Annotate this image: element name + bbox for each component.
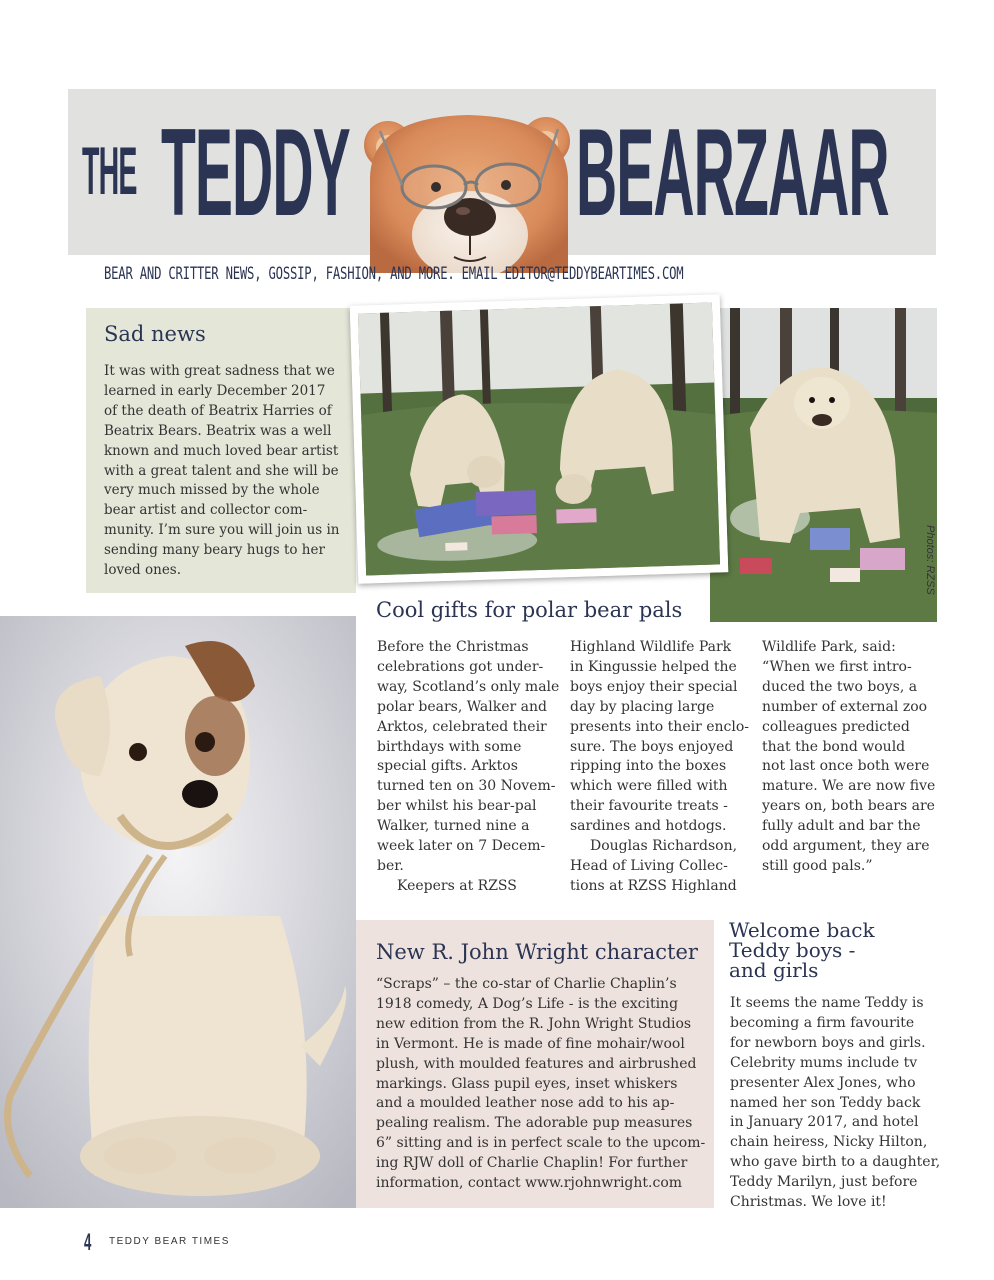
welcome-line: named her son Teddy back [730, 1094, 921, 1111]
sad-news-line: sending many beary hugs to her [104, 542, 325, 559]
polar-line: ripping into the boxes [570, 758, 727, 775]
polar-line: duced the two boys, a [762, 678, 918, 695]
polar-line: boys enjoy their special [570, 678, 738, 695]
sad-news-line: with a great talent and she will be [104, 462, 339, 479]
welcome-line: It seems the name Teddy is [730, 995, 924, 1011]
page-number: 4 [84, 1229, 92, 1256]
polar-line: colleagues predicted [762, 718, 910, 735]
rjw-line: pealing realism. The adorable pup measures [376, 1115, 693, 1132]
sad-news-title: Sad news [104, 322, 206, 346]
sad-news-line: Beatrix Bears. Beatrix was a well [104, 422, 332, 439]
welcome-line: becoming a firm favourite [730, 1014, 915, 1031]
polar-line: way, Scotland’s only male [377, 678, 560, 695]
rjw-article-body [376, 975, 706, 1194]
polar-line: Keepers at RZSS [397, 877, 517, 894]
masthead-teddy: TEDDY [161, 104, 350, 242]
sad-news-line: very much missed by the whole [104, 482, 320, 499]
rjw-line: ing RJW doll of Charlie Chaplin! For further [376, 1155, 688, 1172]
polar-line: day by placing large [570, 698, 715, 715]
polar-line: Before the Christmas [377, 639, 529, 655]
welcome-line: presenter Alex Jones, who [730, 1074, 916, 1091]
rjw-line: 6” sitting and is in perfect scale to the upcom- [376, 1135, 706, 1152]
polar-bear-photo-2 [710, 308, 937, 622]
rjw-line: “Scraps” – the co-star of Charlie Chaplin’s [376, 976, 677, 992]
rjw-line: and a moulded leather nose add to his ap- [376, 1095, 675, 1112]
welcome-line: Christmas. We love it! [730, 1194, 887, 1211]
polar-line: Arktos, celebrated their [377, 718, 547, 735]
photo-credit: Photos: RZSS [924, 525, 936, 595]
welcome-title-line: and girls [729, 958, 819, 982]
sad-news-box [86, 308, 356, 593]
sad-news-line: It was with great sadness that we [104, 363, 335, 379]
polar-line: celebrations got under- [377, 658, 544, 675]
polar-article-title: Cool gifts for polar bear pals [376, 598, 683, 622]
sad-news-line: learned in early December 2017 [104, 382, 326, 399]
polar-line: Douglas Richardson, [590, 838, 738, 855]
welcome-line: Celebrity mums include tv [730, 1054, 918, 1071]
polar-line: odd argument, they are [762, 838, 930, 855]
sad-news-line: of the death of Beatrix Harries of [104, 402, 332, 419]
rjw-line: 1918 comedy, A Dog’s Life - is the exciting [376, 995, 679, 1012]
polar-line: week later on 7 Decem- [377, 838, 546, 855]
polar-line: Highland Wildlife Park [570, 639, 732, 655]
rjw-line: new edition from the R. John Wright Studios [376, 1015, 692, 1032]
polar-article-column-1 [377, 638, 560, 897]
polar-line: that the bond would [762, 738, 906, 755]
footer-publication-title: TEDDY BEAR TIMES [109, 1236, 230, 1247]
polar-line: fully adult and bar the [762, 818, 921, 835]
polar-line: in Kingussie helped the [570, 658, 737, 675]
scraps-dog-photo [0, 616, 356, 1208]
polar-line: number of external zoo [762, 698, 928, 715]
polar-line: ber. [377, 857, 404, 874]
polar-line: special gifts. Arktos [377, 758, 518, 775]
polar-line: sardines and hotdogs. [570, 818, 727, 835]
sad-news-line: bear artist and collector com- [104, 502, 308, 519]
polar-line: years on, both bears are [762, 798, 935, 815]
polar-line: polar bears, Walker and [377, 698, 547, 715]
masthead-tagline: BEAR AND CRITTER NEWS, GOSSIP, FASHION, AND MORE. EMAIL EDITOR@TEDDYBEARTIMES.COM [104, 264, 684, 284]
polar-line: Wildlife Park, said: [762, 639, 896, 655]
polar-line: their favourite treats - [570, 798, 728, 815]
polar-line: mature. We are now five [762, 778, 936, 795]
welcome-article-title [729, 920, 939, 980]
polar-line: tions at RZSS Highland [570, 877, 737, 894]
teddy-bear-glasses-image [358, 107, 578, 273]
polar-line: ber whilst his bear-pal [377, 798, 537, 815]
rjw-article-box [356, 920, 714, 1208]
sad-news-line: loved ones. [104, 562, 182, 579]
welcome-title-line: Welcome back [729, 918, 875, 942]
sad-news-line: known and much loved bear artist [104, 442, 339, 459]
welcome-line: in January 2017, and hotel [730, 1114, 919, 1131]
polar-line: sure. The boys enjoyed [570, 738, 734, 755]
rjw-line: information, contact www.rjohnwright.com [376, 1175, 683, 1192]
rjw-article-title: New R. John Wright character [376, 940, 698, 964]
welcome-line: chain heiress, Nicky Hilton, [730, 1134, 928, 1151]
welcome-line: for newborn boys and girls. [730, 1034, 926, 1051]
polar-bear-photo-1 [350, 294, 729, 583]
polar-line: turned ten on 30 Novem- [377, 778, 556, 795]
rjw-line: plush, with moulded features and airbrushed [376, 1055, 697, 1072]
polar-line: Walker, turned nine a [377, 818, 530, 835]
polar-article-column-2 [570, 638, 750, 897]
sad-news-line: munity. I’m sure you will join us in [104, 522, 340, 539]
rjw-line: in Vermont. He is made of fine mohair/wool [376, 1035, 685, 1052]
masthead-bearzaar: BEARZAAR [576, 104, 889, 242]
polar-line: not last once both were [762, 758, 930, 775]
polar-article-column-3 [762, 638, 937, 877]
sad-news-body [104, 362, 344, 581]
polar-line: which were filled with [570, 778, 728, 795]
polar-line: still good pals.” [762, 857, 873, 874]
polar-line: Head of Living Collec- [570, 857, 728, 874]
rjw-line: markings. Glass pupil eyes, inset whiskers [376, 1075, 678, 1092]
masthead-the: THE [82, 133, 137, 209]
welcome-title-line: Teddy boys - [729, 938, 856, 962]
welcome-line: who gave birth to a daughter, [730, 1154, 941, 1171]
polar-line: “When we first intro- [762, 658, 912, 675]
polar-line: birthdays with some [377, 738, 522, 755]
welcome-line: Teddy Marilyn, just before [730, 1174, 918, 1191]
polar-line: presents into their enclo- [570, 718, 750, 735]
masthead [68, 89, 936, 255]
welcome-article-body [730, 994, 940, 1213]
